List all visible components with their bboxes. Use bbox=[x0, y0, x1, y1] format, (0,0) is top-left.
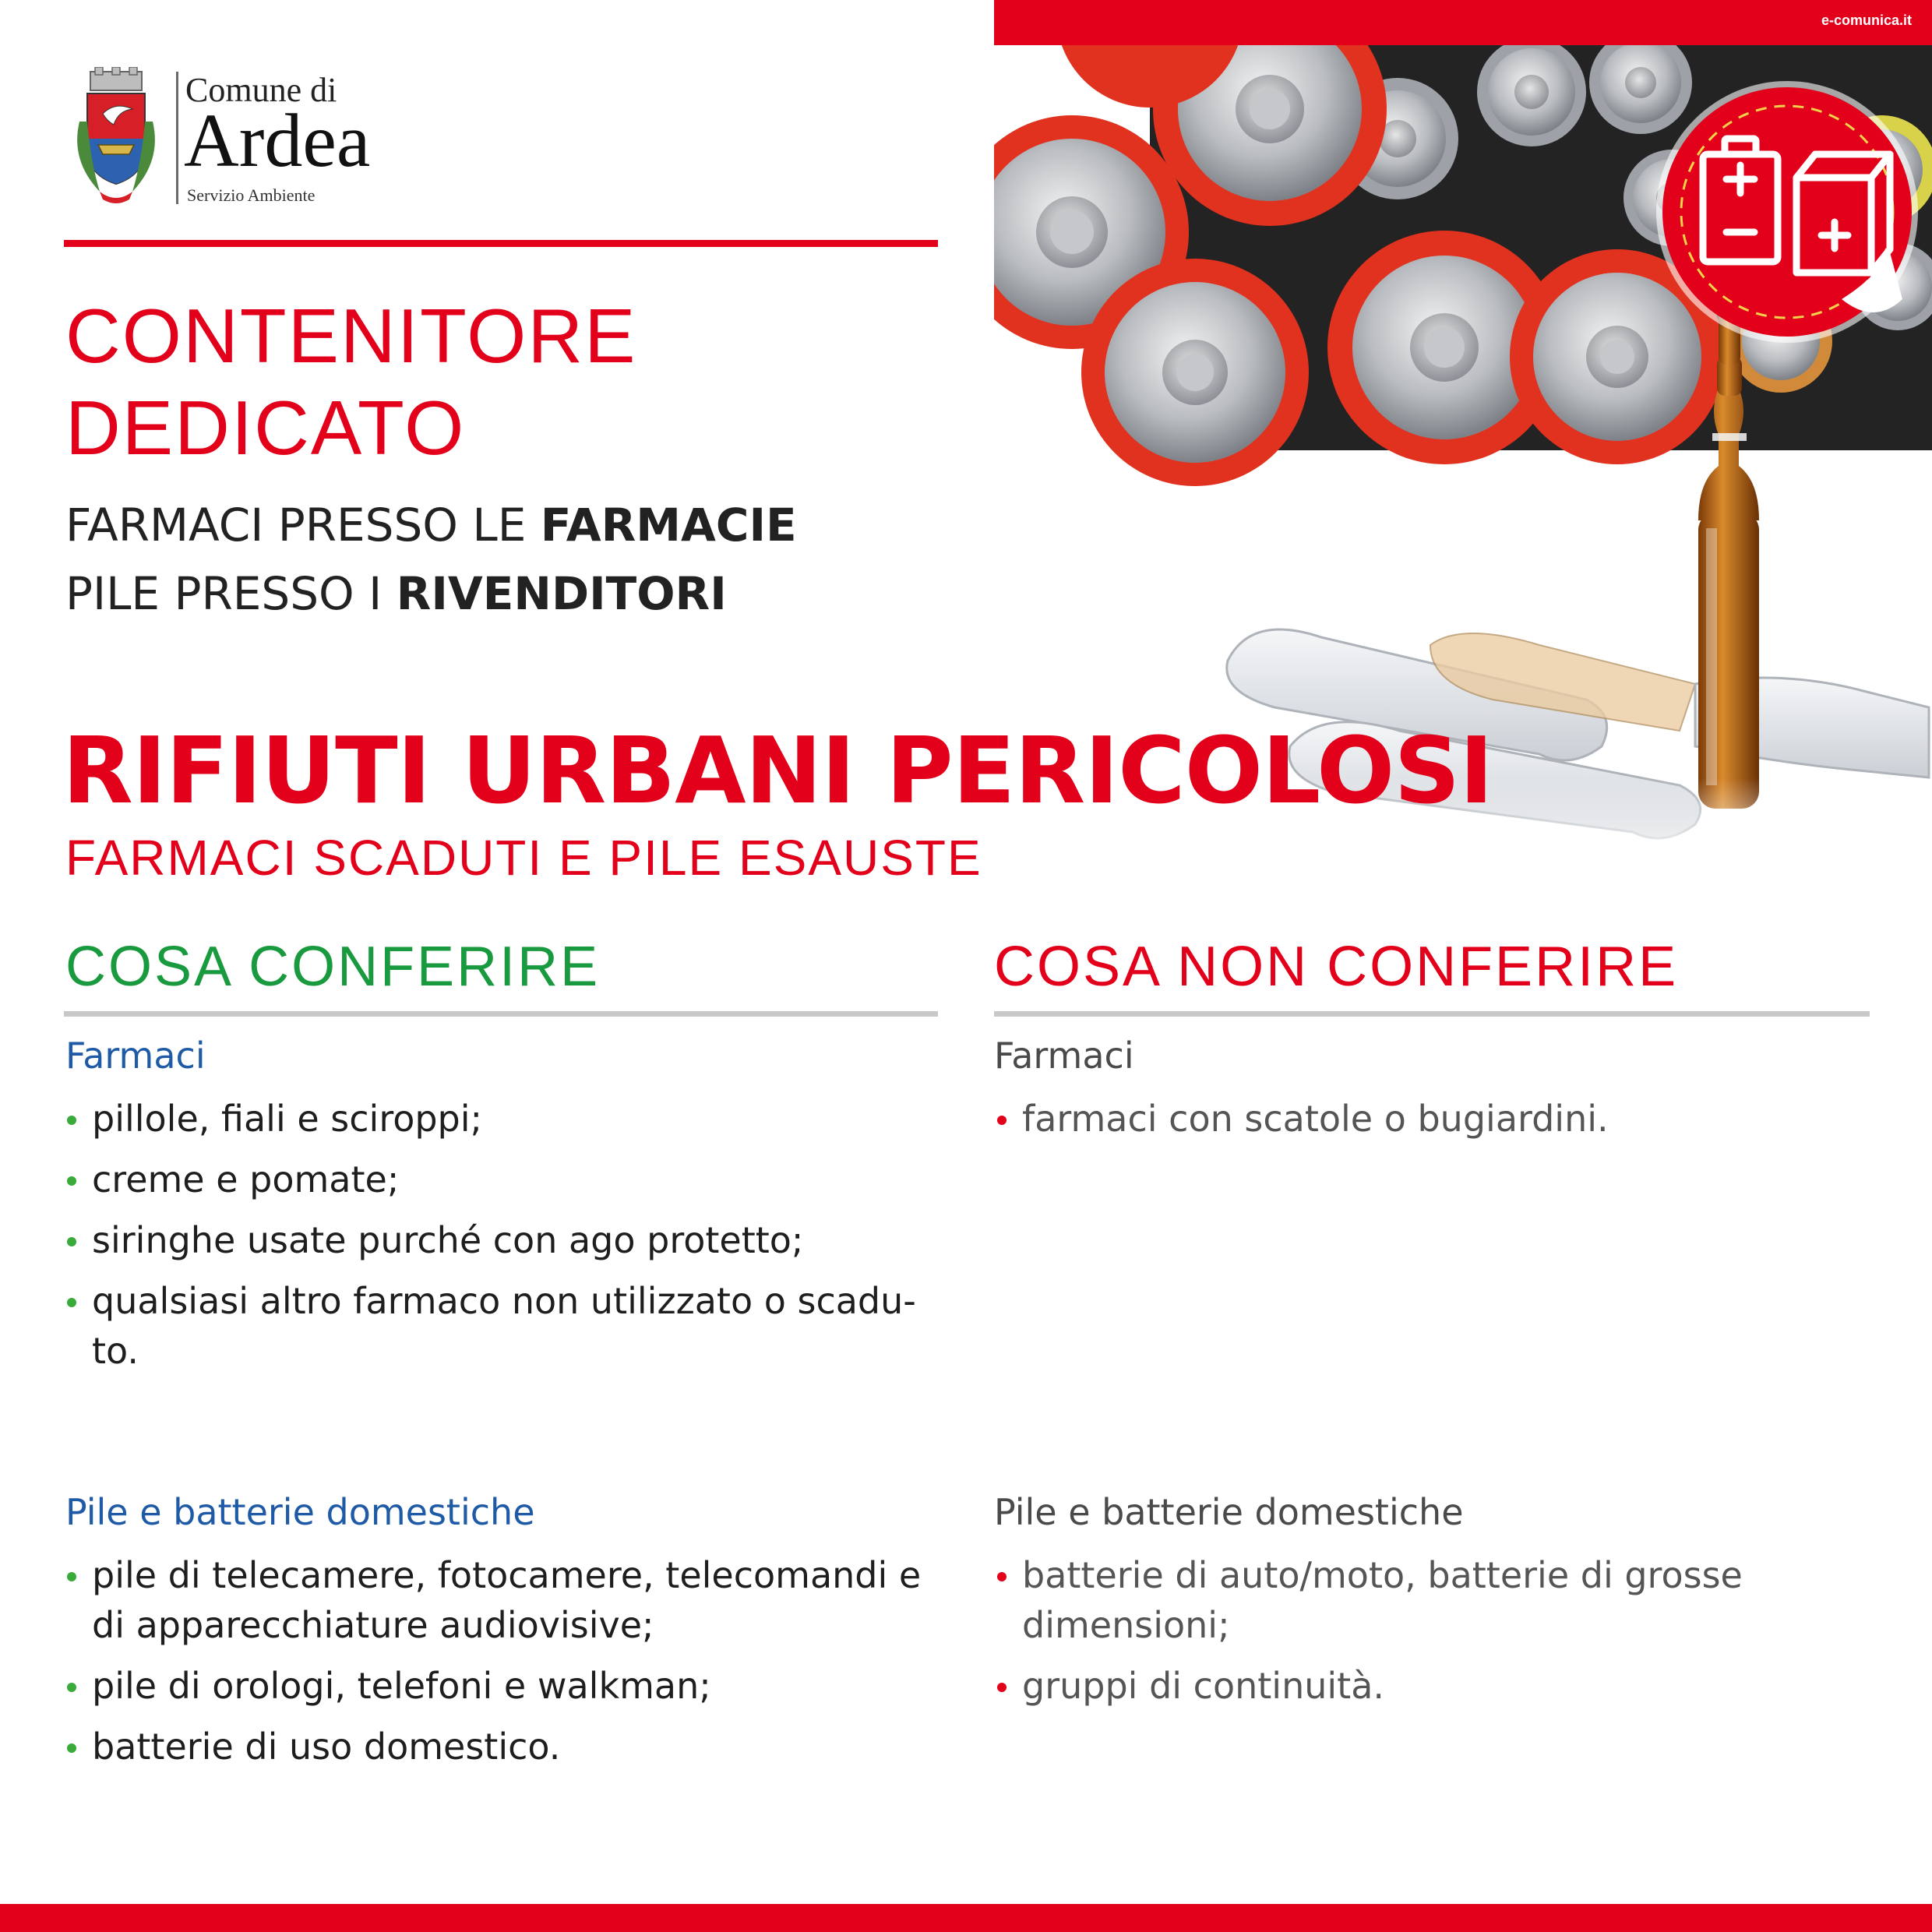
ardea-crest-icon bbox=[69, 67, 164, 207]
cosa-conferire-heading: COSA CONFERIRE bbox=[65, 936, 601, 998]
list-item bbox=[994, 1550, 1874, 1650]
list-item bbox=[64, 1661, 929, 1711]
farmaci-location-prefix: FARMACI PRESSO LE bbox=[65, 499, 541, 552]
container-title bbox=[65, 290, 922, 474]
container-title-line-2: DEDICATO bbox=[65, 385, 466, 471]
bullet-dot-icon bbox=[67, 1683, 76, 1692]
pile-location-line bbox=[65, 567, 727, 620]
bottom-accent-bar bbox=[0, 1904, 1932, 1932]
logo-comune-di: Comune di bbox=[185, 71, 337, 109]
list-item bbox=[994, 1661, 1874, 1711]
farmaci-location-line bbox=[65, 499, 797, 552]
bullet-dot-icon bbox=[997, 1116, 1007, 1125]
main-subtitle: FARMACI SCADUTI E PILE ESAUSTE bbox=[65, 830, 982, 886]
cosa-non-conferire-heading: COSA NON CONFERIRE bbox=[994, 936, 1679, 998]
list-item-text: gruppi di continuità. bbox=[1022, 1665, 1385, 1707]
list-item bbox=[994, 1094, 1859, 1144]
list-item bbox=[64, 1155, 929, 1204]
logo-city-name: Ardea bbox=[184, 99, 371, 183]
conferire-farmaci-label: Farmaci bbox=[65, 1035, 206, 1077]
bullet-dot-icon bbox=[67, 1298, 76, 1307]
credit-text: e-comunica.it bbox=[1821, 12, 1912, 28]
main-title: RIFIUTI URBANI PERICOLOSI bbox=[62, 717, 1493, 824]
list-item bbox=[64, 1722, 929, 1772]
list-item bbox=[64, 1094, 929, 1144]
logo-service-name: Servizio Ambiente bbox=[187, 185, 316, 205]
list-item bbox=[64, 1215, 929, 1265]
list-item-text: pillole, fiali e sciroppi; bbox=[92, 1098, 483, 1140]
non-conferire-farmaci-label: Farmaci bbox=[994, 1035, 1134, 1077]
conferire-pile-list bbox=[64, 1550, 929, 1782]
conferire-pile-label: Pile e batterie domestiche bbox=[65, 1491, 535, 1533]
list-item-text: batterie di auto/moto, batterie di grosse dimensioni; bbox=[1022, 1554, 1743, 1646]
list-item-text: pile di telecamere, fotocamere, telecomandi e di apparecchiature audiovisive; bbox=[92, 1554, 922, 1646]
battery-medicine-sticker-icon bbox=[1656, 81, 1918, 343]
list-item-text: qualsiasi altro farmaco non utilizzato o scadu- to. bbox=[92, 1280, 916, 1372]
bullet-dot-icon bbox=[997, 1683, 1007, 1692]
bullet-dot-icon bbox=[67, 1237, 76, 1246]
list-item-text: farmaci con scatole o bugiardini. bbox=[1022, 1098, 1609, 1140]
pile-location-bold: RIVENDITORI bbox=[396, 567, 727, 620]
farmaci-location-bold: FARMACIE bbox=[540, 499, 797, 552]
bullet-dot-icon bbox=[997, 1572, 1007, 1581]
bullet-dot-icon bbox=[67, 1572, 76, 1581]
pile-location-prefix: PILE PRESSO I bbox=[65, 567, 397, 620]
conferire-farmaci-list bbox=[64, 1094, 929, 1387]
list-item-text: creme e pomate; bbox=[92, 1158, 400, 1200]
container-title-line-1: CONTENITORE bbox=[65, 293, 637, 379]
non-conferire-pile-list bbox=[994, 1550, 1874, 1722]
top-accent-bar bbox=[994, 0, 1932, 45]
list-item-text: siringhe usate purché con ago protetto; bbox=[92, 1219, 804, 1261]
cosa-non-conferire-divider bbox=[994, 1011, 1870, 1017]
non-conferire-farmaci-list bbox=[994, 1094, 1859, 1155]
header-divider bbox=[64, 240, 938, 247]
list-item-text: pile di orologi, telefoni e walkman; bbox=[92, 1665, 711, 1707]
bullet-dot-icon bbox=[67, 1743, 76, 1753]
bullet-dot-icon bbox=[67, 1116, 76, 1125]
non-conferire-pile-label: Pile e batterie domestiche bbox=[994, 1491, 1464, 1533]
list-item bbox=[64, 1276, 929, 1376]
list-item bbox=[64, 1550, 929, 1650]
cosa-conferire-divider bbox=[64, 1011, 938, 1017]
list-item-text: batterie di uso domestico. bbox=[92, 1726, 561, 1768]
bullet-dot-icon bbox=[67, 1176, 76, 1186]
logo-divider bbox=[176, 72, 178, 204]
